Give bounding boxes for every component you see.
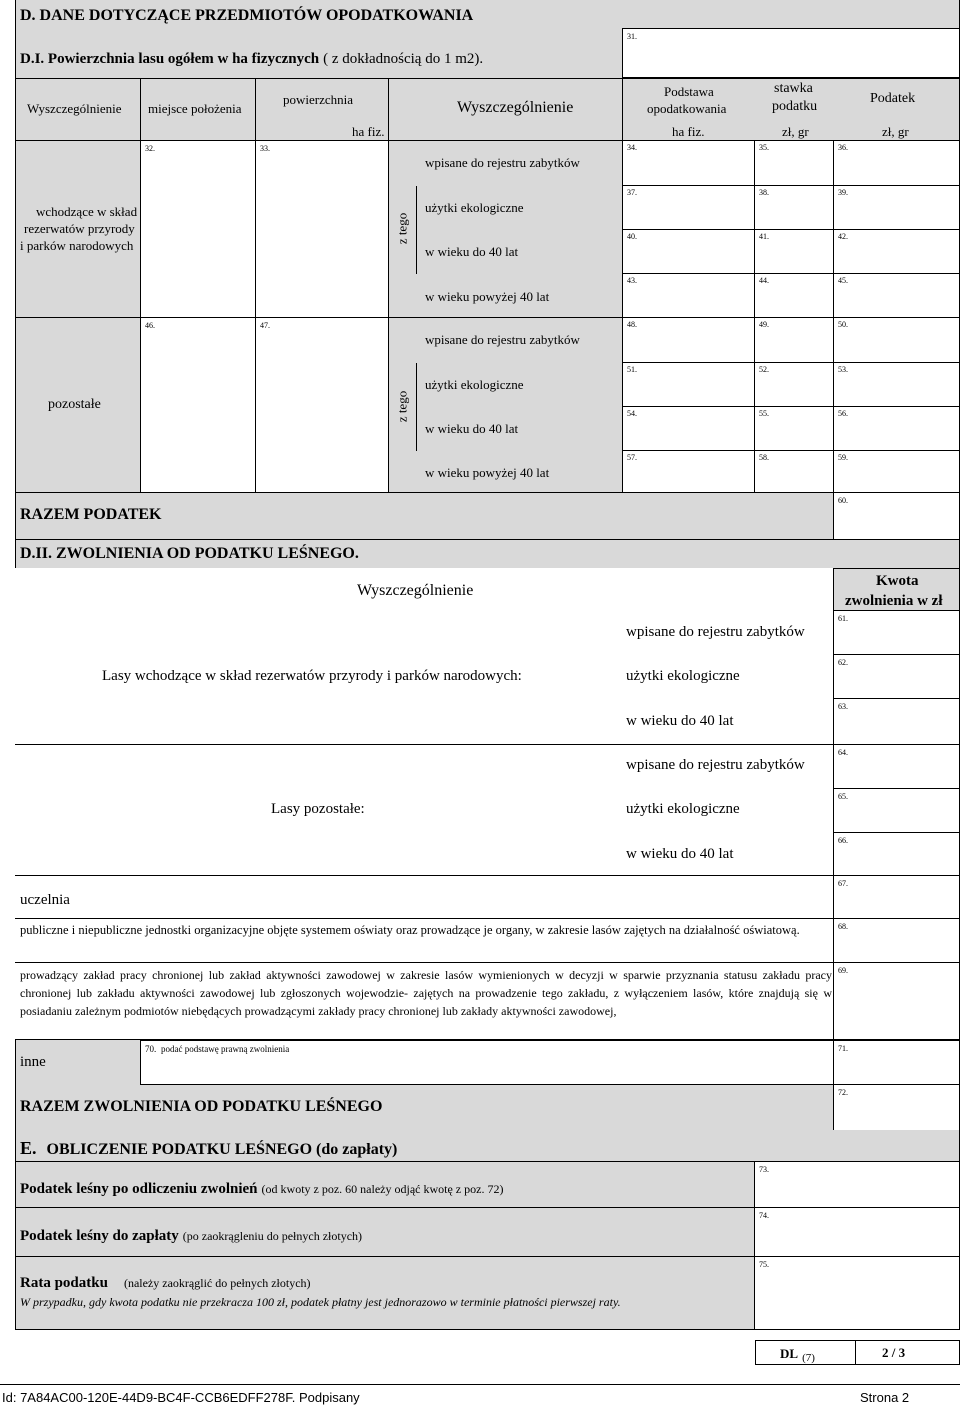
group1-row-4: w wieku powyżej 40 lat <box>425 289 550 304</box>
e-row-3-note: W przypadku, gdy kwota podatku nie przekracza 100 zł, podatek płatny jest jednorazowo w terminie płatności pierwszej raty. <box>20 1295 621 1309</box>
lasy-pozostale-label: Lasy pozostałe: <box>271 801 365 817</box>
field-46[interactable]: 46. <box>140 317 256 493</box>
field-53[interactable]: 53. <box>833 362 960 407</box>
group2-row-2: użytki ekologiczne <box>425 377 524 392</box>
field-63[interactable]: 63. <box>833 698 960 745</box>
e-row-2: Podatek leśny do zapłaty (po zaokrągleniu do pełnych złotych) <box>20 1228 363 1244</box>
field-75[interactable]: 75. <box>754 1256 960 1330</box>
field-33[interactable]: 33. <box>255 140 389 318</box>
group2-row-1: wpisane do rejestru zabytków <box>425 332 580 347</box>
hdr-podstawa-1: Podstawa <box>664 84 714 99</box>
e-row-1: Podatek leśny po odliczeniu zwolnień (od kwoty z poz. 60 należy odjąć kwotę z poz. 72) <box>20 1181 504 1197</box>
field-32[interactable]: 32. <box>140 140 256 318</box>
form-code: DL (7) <box>780 1346 815 1364</box>
e-row-3: Rata podatku (należy zaokrąglić do pełnych złotych) <box>20 1275 311 1291</box>
field-61[interactable]: 61. <box>833 610 960 655</box>
hdr-powierzchnia: powierzchnia <box>283 92 354 107</box>
field-43[interactable]: 43. <box>622 273 755 318</box>
d2-row-3: w wieku do 40 lat <box>626 713 734 729</box>
d1-note: ( z dokładnością do 1 m2). <box>323 51 484 67</box>
hdr-wyszczegolnienie: Wyszczególnienie <box>27 101 122 116</box>
d2-row-4: wpisane do rejestru zabytków <box>626 757 805 773</box>
field-59[interactable]: 59. <box>833 450 960 493</box>
group1-row-1: wpisane do rejestru zabytków <box>425 155 580 170</box>
d2-row-5: użytki ekologiczne <box>626 801 740 817</box>
field-36[interactable]: 36. <box>833 140 960 186</box>
d2-kwota-2: zwolnienia w zł <box>845 593 943 609</box>
razem-zwolnienia-label: RAZEM ZWOLNIENIA OD PODATKU LEŚNEGO <box>20 1098 383 1115</box>
field-55[interactable]: 55. <box>754 406 834 451</box>
field-62[interactable]: 62. <box>833 654 960 699</box>
field-44[interactable]: 44. <box>754 273 834 318</box>
field-58[interactable]: 58. <box>754 450 834 493</box>
field-68[interactable]: 68. <box>833 918 960 963</box>
hdr-stawka-2: podatku <box>772 99 818 114</box>
group2-label: pozostałe <box>48 397 101 412</box>
field-47[interactable]: 47. <box>255 317 389 493</box>
field-71[interactable]: 71. <box>833 1040 960 1085</box>
field-66[interactable]: 66. <box>833 832 960 876</box>
field-39[interactable]: 39. <box>833 185 960 230</box>
d1-title-line <box>20 50 483 68</box>
page-of: 2 / 3 <box>882 1345 906 1360</box>
field-73[interactable]: 73. <box>754 1161 960 1208</box>
publiczne-text: publiczne i niepubliczne jednostki organizacyjne objęte systemem oświaty oraz prowadzące je organy, w zakresie lasów zajętych na działalność oświatową. <box>20 923 800 937</box>
field-45[interactable]: 45. <box>833 273 960 318</box>
field-50[interactable]: 50. <box>833 317 960 363</box>
prowadzacy-text: prowadzący zakład pracy chronionej lub zakład aktywności zawodowej w zakresie lasów wymienionych w decyzji w sparwie przyznania statusu zakładu pracy chronionej lub zakładu aktywności zawodowej lub zgłoszonych wojewodzie- zajętych na prowadzenie tego zakładu, z wyłączeniem lasów, które znajdują się w posiadaniu zależnym podmiotów niebędących prowadzącymi zakłady pracy chronionej lub zakłady aktywności zawodowej, <box>20 968 832 1018</box>
section-d-title: D. DANE DOTYCZĄCE PRZEDMIOTÓW OPODATKOWANIA <box>20 7 474 24</box>
d2-kwota-1: Kwota <box>876 573 919 589</box>
group2-z-tego: z tego <box>394 390 410 423</box>
d2-wyszczegolnienie: Wyszczególnienie <box>357 582 474 599</box>
field-41[interactable]: 41. <box>754 229 834 274</box>
d1-title: D.I. Powierzchnia lasu ogółem w ha fizycznych <box>20 51 320 67</box>
group1-row-2: użytki ekologiczne <box>425 200 524 215</box>
hdr-wyszczegolnienie-2: Wyszczególnienie <box>457 99 574 116</box>
field-40[interactable]: 40. <box>622 229 755 274</box>
hdr-ha-fiz: ha fiz. <box>352 124 385 139</box>
hdr-miejsce: miejsce położenia <box>148 101 242 116</box>
hdr-stawka-unit: zł, gr <box>782 124 809 139</box>
lasy-rezerwaty-label: Lasy wchodzące w skład rezerwatów przyrody i parków narodowych: <box>102 668 522 684</box>
hdr-podstawa-2: opodatkowania <box>647 101 727 116</box>
section-d2-title: D.II. ZWOLNIENIA OD PODATKU LEŚNEGO. <box>20 545 359 562</box>
field-70[interactable]: 70. podać podstawę prawną zwolnienia <box>140 1040 834 1085</box>
d2-row-1: wpisane do rejestru zabytków <box>626 624 805 640</box>
hdr-stawka-1: stawka <box>774 81 813 96</box>
section-e-title: E. OBLICZENIE PODATKU LEŚNEGO (do zapłaty) <box>20 1138 398 1158</box>
uczelnia-row <box>15 875 834 918</box>
field-54[interactable]: 54. <box>622 406 755 451</box>
group1-z-tego: z tego <box>394 212 410 245</box>
group2-row-3: w wieku do 40 lat <box>425 421 519 436</box>
inne-label: inne <box>20 1054 46 1070</box>
field-72[interactable]: 72. <box>833 1084 960 1140</box>
field-37[interactable]: 37. <box>622 185 755 230</box>
field-48[interactable]: 48. <box>622 317 755 363</box>
field-34[interactable]: 34. <box>622 140 755 186</box>
field-60[interactable]: 60. <box>833 492 960 540</box>
d2-row-6: w wieku do 40 lat <box>626 846 734 862</box>
field-57[interactable]: 57. <box>622 450 755 493</box>
field-49[interactable]: 49. <box>754 317 834 363</box>
document-id: Id: 7A84AC00-120E-44D9-BC4F-CCB6EDFF278F. Podpisany <box>2 1390 360 1405</box>
field-51[interactable]: 51. <box>622 362 755 407</box>
field-69[interactable]: 69. <box>833 962 960 1040</box>
uczelnia-label: uczelnia <box>20 892 70 908</box>
field-67[interactable]: 67. <box>833 875 960 919</box>
field-64[interactable]: 64. <box>833 744 960 789</box>
hdr-podstawa-unit: ha fiz. <box>672 124 705 139</box>
group2-row-4: w wieku powyżej 40 lat <box>425 465 550 480</box>
group1-label-2: rezerwatów przyrody <box>24 221 135 236</box>
field-52[interactable]: 52. <box>754 362 834 407</box>
field-42[interactable]: 42. <box>833 229 960 274</box>
field-35[interactable]: 35. <box>754 140 834 186</box>
hdr-podatek-unit: zł, gr <box>882 124 909 139</box>
group1-label-1: wchodzące w skład <box>36 204 138 219</box>
group1-row-3: w wieku do 40 lat <box>425 244 519 259</box>
field-65[interactable]: 65. <box>833 788 960 833</box>
field-74[interactable]: 74. <box>754 1207 960 1257</box>
d2-row-2: użytki ekologiczne <box>626 668 740 684</box>
podstawa-prawna-label: podać podstawę prawną zwolnienia <box>161 1044 290 1054</box>
page-number: Strona 2 <box>860 1390 910 1405</box>
hdr-podatek: Podatek <box>870 91 916 106</box>
field-38[interactable]: 38. <box>754 185 834 230</box>
field-31[interactable]: 31. <box>622 28 960 78</box>
razem-podatek-label: RAZEM PODATEK <box>20 506 162 523</box>
field-56[interactable]: 56. <box>833 406 960 451</box>
group1-label-3: i parków narodowych <box>20 238 134 253</box>
